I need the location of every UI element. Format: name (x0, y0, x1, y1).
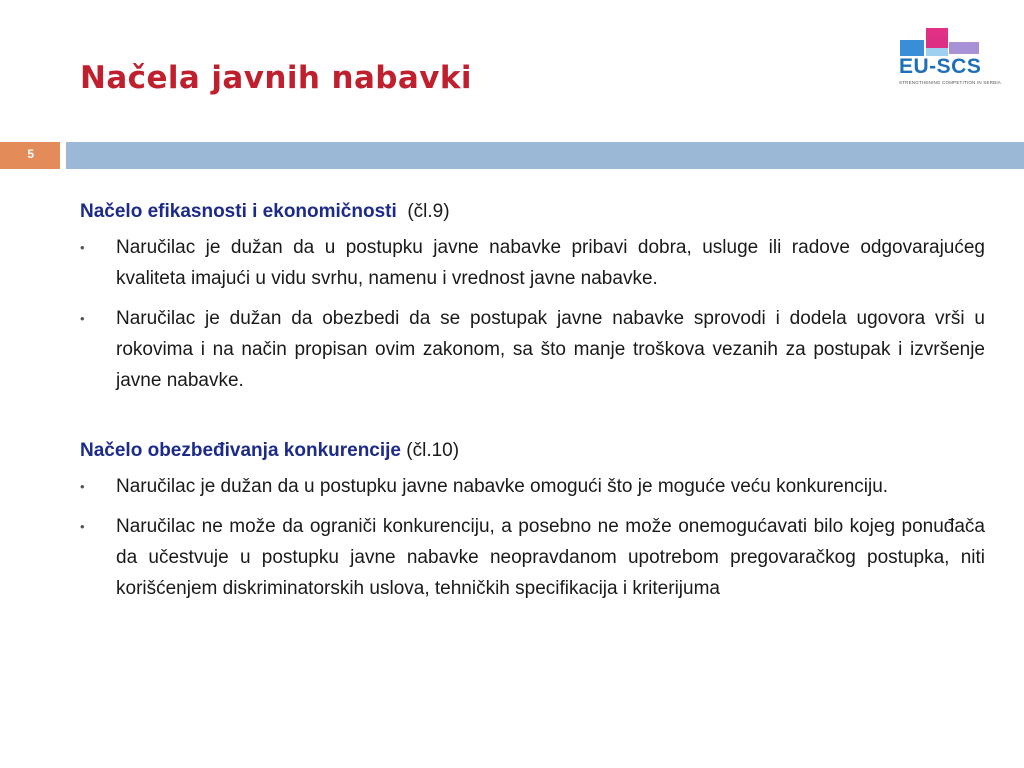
section-competition (80, 435, 985, 604)
section-heading-title: Načelo efikasnosti i ekonomičnosti (80, 201, 397, 222)
bullet-item (80, 511, 985, 604)
bullet-dot-icon: • (80, 479, 85, 494)
logo-text: EU-SCS (899, 55, 982, 78)
bullet-text: Naručilac je dužan da u postupku javne nabavke omogući što je moguće veću konkurenciju. (116, 476, 889, 497)
slide-content (80, 196, 985, 613)
slide-title: Načela javnih nabavki (80, 60, 472, 96)
bullet-dot-icon: • (80, 519, 85, 534)
bullet-text: Naručilac ne može da ograniči konkurenciju, a posebno ne može onemogućavati bilo kojeg ponuđača da učestvuje u postupku javne nabavke neopravdanom upotrebom pregovaračkog postupka, niti korišćenjem diskriminatorskih uslova, tehničkih specifikacija i kriterijuma (116, 516, 985, 599)
section-heading (80, 435, 985, 466)
bullet-item (80, 471, 985, 502)
slide-number: 5 (0, 142, 60, 169)
header-divider-band (0, 142, 1024, 169)
eu-scs-logo (893, 28, 1002, 90)
logo-violet-square (949, 42, 979, 54)
divider-bar (66, 142, 1024, 169)
section-efficiency (80, 196, 985, 396)
section-heading-title: Načelo obezbeđivanja konkurencije (80, 440, 401, 461)
bullet-dot-icon: • (80, 311, 85, 326)
logo-pink-square (926, 28, 948, 48)
section-heading (80, 196, 985, 227)
section-heading-ref: (čl.9) (407, 201, 450, 222)
logo-blue-square (900, 40, 924, 56)
logo-tagline: STRENGTHENING COMPETITION IN SERBIA (899, 80, 1002, 85)
bullet-text: Naručilac je dužan da u postupku javne nabavke pribavi dobra, usluge ili radove odgovarajućeg kvaliteta imajući u vidu svrhu, namenu i vrednost javne nabavke. (116, 237, 985, 289)
bullet-item (80, 303, 985, 396)
bullet-dot-icon: • (80, 240, 85, 255)
bullet-text: Naručilac je dužan da obezbedi da se postupak javne nabavke sprovodi i dodela ugovora vrši u rokovima i na način propisan ovim zakonom, sa što manje troškova vezanih za postupak i izvršenje javne nabavke. (116, 308, 985, 391)
bullet-item (80, 232, 985, 294)
section-heading-ref: (čl.10) (406, 440, 460, 461)
